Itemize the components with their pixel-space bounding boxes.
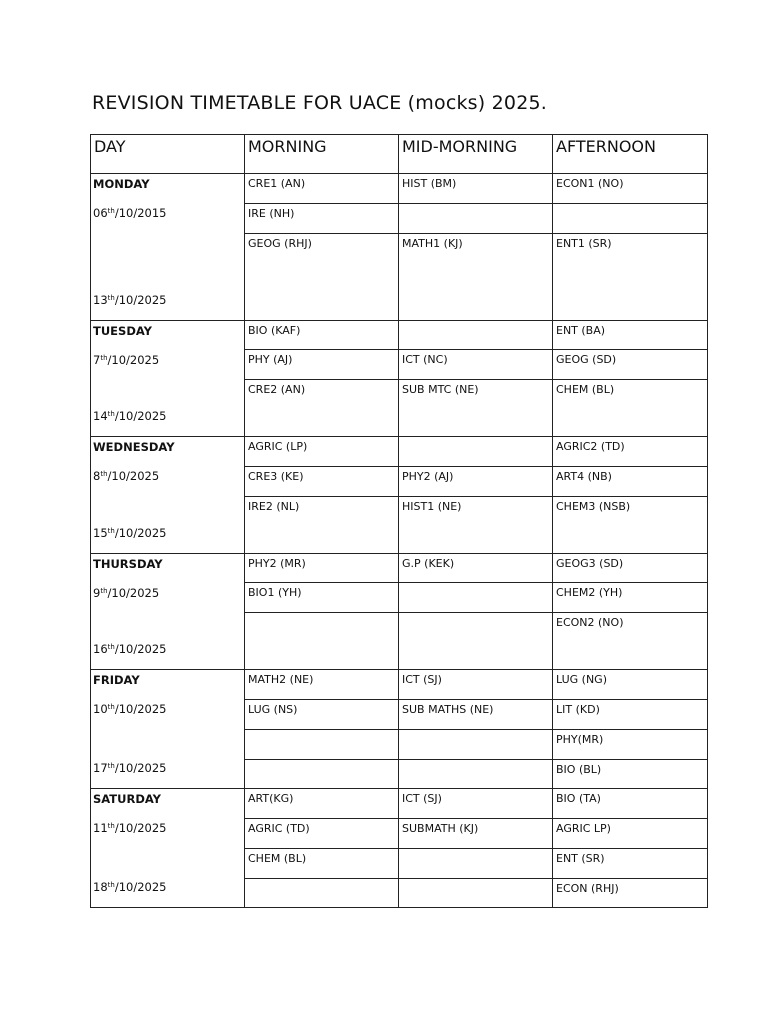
day-date-end: [93, 293, 166, 307]
day-cell: [91, 437, 245, 554]
date-day-number: 15: [93, 526, 108, 540]
mid-morning-slot: [399, 879, 553, 908]
date-month-year: /10/2025: [107, 353, 160, 367]
date-month-year: /10/2025: [114, 702, 167, 716]
table-row: [91, 789, 708, 819]
date-day-number: 13: [93, 293, 108, 307]
date-month-year: /10/2025: [114, 761, 167, 775]
morning-slot: CRE3 (KE): [245, 467, 399, 497]
day-name: THURSDAY: [93, 557, 163, 571]
date-day-number: 14: [93, 409, 108, 423]
afternoon-slot: LUG (NG): [553, 670, 708, 700]
date-ordinal-suffix: th: [100, 470, 108, 478]
date-month-year: /10/2015: [114, 206, 167, 220]
header-morning: MORNING: [245, 135, 399, 174]
table-row: [91, 174, 708, 204]
date-day-number: 7: [93, 353, 101, 367]
table-row: [91, 437, 708, 467]
morning-slot: PHY (AJ): [245, 350, 399, 380]
mid-morning-slot: HIST (BM): [399, 174, 553, 204]
morning-slot: AGRIC (TD): [245, 819, 399, 849]
morning-slot: IRE (NH): [245, 204, 399, 234]
date-month-year: /10/2025: [114, 293, 167, 307]
day-name: MONDAY: [93, 177, 150, 191]
afternoon-slot: ART4 (NB): [553, 467, 708, 497]
date-ordinal-suffix: th: [107, 527, 115, 535]
afternoon-slot: CHEM2 (YH): [553, 583, 708, 613]
mid-morning-slot: [399, 760, 553, 789]
date-day-number: 11: [93, 821, 108, 835]
day-date-end: [93, 526, 166, 540]
day-date-start: [93, 821, 166, 835]
mid-morning-slot: MATH1 (KJ): [399, 234, 553, 321]
afternoon-slot: PHY(MR): [553, 730, 708, 760]
morning-slot: ART(KG): [245, 789, 399, 819]
date-ordinal-suffix: th: [107, 762, 115, 770]
afternoon-slot: CHEM (BL): [553, 380, 708, 437]
mid-morning-slot: ICT (NC): [399, 350, 553, 380]
day-cell: [91, 554, 245, 670]
afternoon-slot: [553, 204, 708, 234]
morning-slot: GEOG (RHJ): [245, 234, 399, 321]
morning-slot: IRE2 (NL): [245, 497, 399, 554]
date-month-year: /10/2025: [107, 586, 160, 600]
day-name: WEDNESDAY: [93, 440, 175, 454]
day-date-start: [93, 586, 159, 600]
date-day-number: 8: [93, 469, 101, 483]
day-cell-content: [91, 321, 244, 436]
afternoon-slot: ENT (SR): [553, 849, 708, 879]
day-cell: [91, 174, 245, 321]
date-month-year: /10/2025: [107, 469, 160, 483]
header-mid-morning: MID-MORNING: [399, 135, 553, 174]
mid-morning-slot: [399, 730, 553, 760]
table-row: [91, 554, 708, 583]
morning-slot: BIO1 (YH): [245, 583, 399, 613]
header-afternoon: AFTERNOON: [553, 135, 708, 174]
afternoon-slot: ENT1 (SR): [553, 234, 708, 321]
page-title: REVISION TIMETABLE FOR UACE (mocks) 2025.: [92, 92, 548, 114]
date-day-number: 17: [93, 761, 108, 775]
morning-slot: [245, 730, 399, 760]
header-day: DAY: [91, 135, 245, 174]
date-day-number: 10: [93, 702, 108, 716]
morning-slot: CRE2 (AN): [245, 380, 399, 437]
day-name: SATURDAY: [93, 792, 162, 806]
mid-morning-slot: SUB MTC (NE): [399, 380, 553, 437]
date-ordinal-suffix: th: [107, 703, 115, 711]
day-cell-content: [91, 174, 244, 320]
afternoon-slot: AGRIC LP): [553, 819, 708, 849]
day-date-end: [93, 409, 166, 423]
day-cell-content: [91, 789, 244, 907]
date-ordinal-suffix: th: [100, 587, 108, 595]
afternoon-slot: LIT (KD): [553, 700, 708, 730]
morning-slot: CRE1 (AN): [245, 174, 399, 204]
day-cell: [91, 789, 245, 908]
date-day-number: 06: [93, 206, 108, 220]
date-ordinal-suffix: th: [107, 410, 115, 418]
date-ordinal-suffix: th: [107, 207, 115, 215]
afternoon-slot: GEOG3 (SD): [553, 554, 708, 583]
date-month-year: /10/2025: [114, 642, 167, 656]
mid-morning-slot: PHY2 (AJ): [399, 467, 553, 497]
date-month-year: /10/2025: [114, 821, 167, 835]
date-ordinal-suffix: th: [107, 822, 115, 830]
mid-morning-slot: [399, 849, 553, 879]
day-cell: [91, 670, 245, 789]
day-date-start: [93, 353, 159, 367]
afternoon-slot: BIO (BL): [553, 760, 708, 789]
mid-morning-slot: [399, 583, 553, 613]
day-date-end: [93, 761, 166, 775]
morning-slot: [245, 879, 399, 908]
afternoon-slot: BIO (TA): [553, 789, 708, 819]
morning-slot: MATH2 (NE): [245, 670, 399, 700]
mid-morning-slot: [399, 321, 553, 350]
date-day-number: 18: [93, 880, 108, 894]
morning-slot: [245, 613, 399, 670]
date-ordinal-suffix: th: [100, 354, 108, 362]
date-ordinal-suffix: th: [107, 294, 115, 302]
morning-slot: [245, 760, 399, 789]
date-day-number: 9: [93, 586, 101, 600]
day-cell: [91, 321, 245, 437]
morning-slot: PHY2 (MR): [245, 554, 399, 583]
morning-slot: AGRIC (LP): [245, 437, 399, 467]
day-cell-content: [91, 437, 244, 553]
afternoon-slot: AGRIC2 (TD): [553, 437, 708, 467]
day-name: TUESDAY: [93, 324, 152, 338]
mid-morning-slot: [399, 613, 553, 670]
mid-morning-slot: SUB MATHS (NE): [399, 700, 553, 730]
date-day-number: 16: [93, 642, 108, 656]
day-date-start: [93, 206, 166, 220]
morning-slot: LUG (NS): [245, 700, 399, 730]
mid-morning-slot: ICT (SJ): [399, 670, 553, 700]
afternoon-slot: CHEM3 (NSB): [553, 497, 708, 554]
day-date-end: [93, 880, 166, 894]
day-name: FRIDAY: [93, 673, 140, 687]
mid-morning-slot: ICT (SJ): [399, 789, 553, 819]
mid-morning-slot: [399, 437, 553, 467]
afternoon-slot: ENT (BA): [553, 321, 708, 350]
day-cell-content: [91, 670, 244, 788]
afternoon-slot: GEOG (SD): [553, 350, 708, 380]
afternoon-slot: ECON1 (NO): [553, 174, 708, 204]
date-month-year: /10/2025: [114, 409, 167, 423]
day-cell-content: [91, 554, 244, 669]
morning-slot: CHEM (BL): [245, 849, 399, 879]
table-row: [91, 321, 708, 350]
morning-slot: BIO (KAF): [245, 321, 399, 350]
afternoon-slot: ECON (RHJ): [553, 879, 708, 908]
table-row: [91, 670, 708, 700]
header-row: [91, 135, 708, 174]
afternoon-slot: ECON2 (NO): [553, 613, 708, 670]
day-date-end: [93, 642, 166, 656]
day-date-start: [93, 702, 166, 716]
date-ordinal-suffix: th: [107, 881, 115, 889]
day-date-start: [93, 469, 159, 483]
mid-morning-slot: [399, 204, 553, 234]
date-month-year: /10/2025: [114, 526, 167, 540]
date-ordinal-suffix: th: [107, 643, 115, 651]
mid-morning-slot: HIST1 (NE): [399, 497, 553, 554]
date-month-year: /10/2025: [114, 880, 167, 894]
mid-morning-slot: SUBMATH (KJ): [399, 819, 553, 849]
revision-timetable: [90, 134, 708, 908]
mid-morning-slot: G.P (KEK): [399, 554, 553, 583]
